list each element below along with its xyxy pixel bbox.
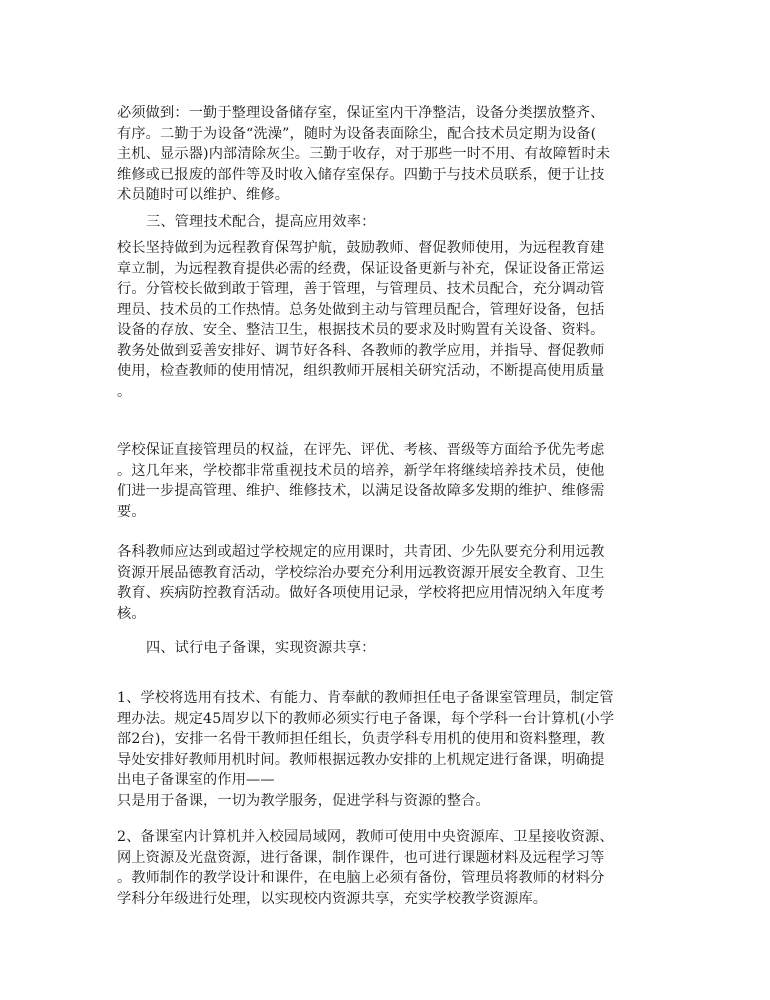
paragraph-electronic-prep-1: 1、学校将选用有技术、有能力、肯奉献的教师担任电子备课室管理员，制定管 理办法。规定45周岁以下的教师必须实行电子备课，每个学科一台计算机(小学 部2台)，安排一名骨干教师担任组长，负责学科专用机的使用和资料整理，教 导处安排好教师用机时间。教师根据远教办安排的上机规定进行备课，明确提 出电子备课室的作用—— 只是用于备课，一切为教学服务，促进学科与资源的整合。 [117,690,615,809]
paragraph-electronic-prep-2: 2、备课室内计算机并入校园局域网，教师可使用中央资源库、卫星接收资源、 网上资源及光盘资源，进行备课，制作课件，也可进行课题材料及远程学习等 。教师制作的教学设计和课件，在电脑上必须有备份，管理员将教师的材料分 学科分年级进行处理，以实现校内资源共享，充实学校教学资源库。 [117,829,614,907]
paragraph-equipment-care: 必须做到：一勤于整理设备储存室，保证室内干净整洁，设备分类摆放整齐、 有序。二勤于为设备“洗澡”，随时为设备表面除尘，配合技术员定期为设备( 主机、显示器)内部清除灰尘。三勤于收存，对于那些一时不用、有故障暂时未 维修或已报废的部件等及时收入储存室保存。四勤于与技术员联系，便于让技 术员随时可以维护、维修。 [117,105,611,203]
paragraph-teacher-usage: 各科教师应达到或超过学校规定的应用课时，共青团、少先队要充分利用远教 资源开展品德教育活动，学校综治办要充分利用远教资源开展安全教育、卫生 教育、疾病防控教育活动。做好各项使用记录，学校将把应用情况纳入年度考 核。 [117,544,605,622]
paragraph-leadership: 校长坚持做到为远程教育保驾护航，鼓励教师、督促教师使用，为远程教育建 章立制，为远程教育提供必需的经费，保证设备更新与补充，保证设备正常运 行。分管校长做到敢于管理，善于管理，与管理员、技术员配合，充分调动管 理员、技术员的工作热情。总务处做到主动与管理员配合，管理好设备，包括 设备的存放、安全、整洁卫生，根据技术员的要求及时购置有关设备、资料。 教务处做到妥善安排好、调节好各科、各教师的教学应用，并指导、督促教师 使用，检查教师的使用情况，组织教师开展相关研究活动，不断提高使用质量 。 [117,240,605,400]
section-heading-3: 三、管理技术配合，提高应用效率： [146,214,376,230]
paragraph-staff-rights: 学校保证直接管理员的权益，在评先、评优、考核、晋级等方面给予优先考虑 。这几年来，学校都非常重视技术员的培养，新学年将继续培养技术员，使他 们进一步提高管理、维护、维修技术，以满足设备故障多发期的维护、维修需 要。 [117,442,605,520]
section-heading-4: 四、试行电子备课，实现资源共享： [146,640,376,656]
